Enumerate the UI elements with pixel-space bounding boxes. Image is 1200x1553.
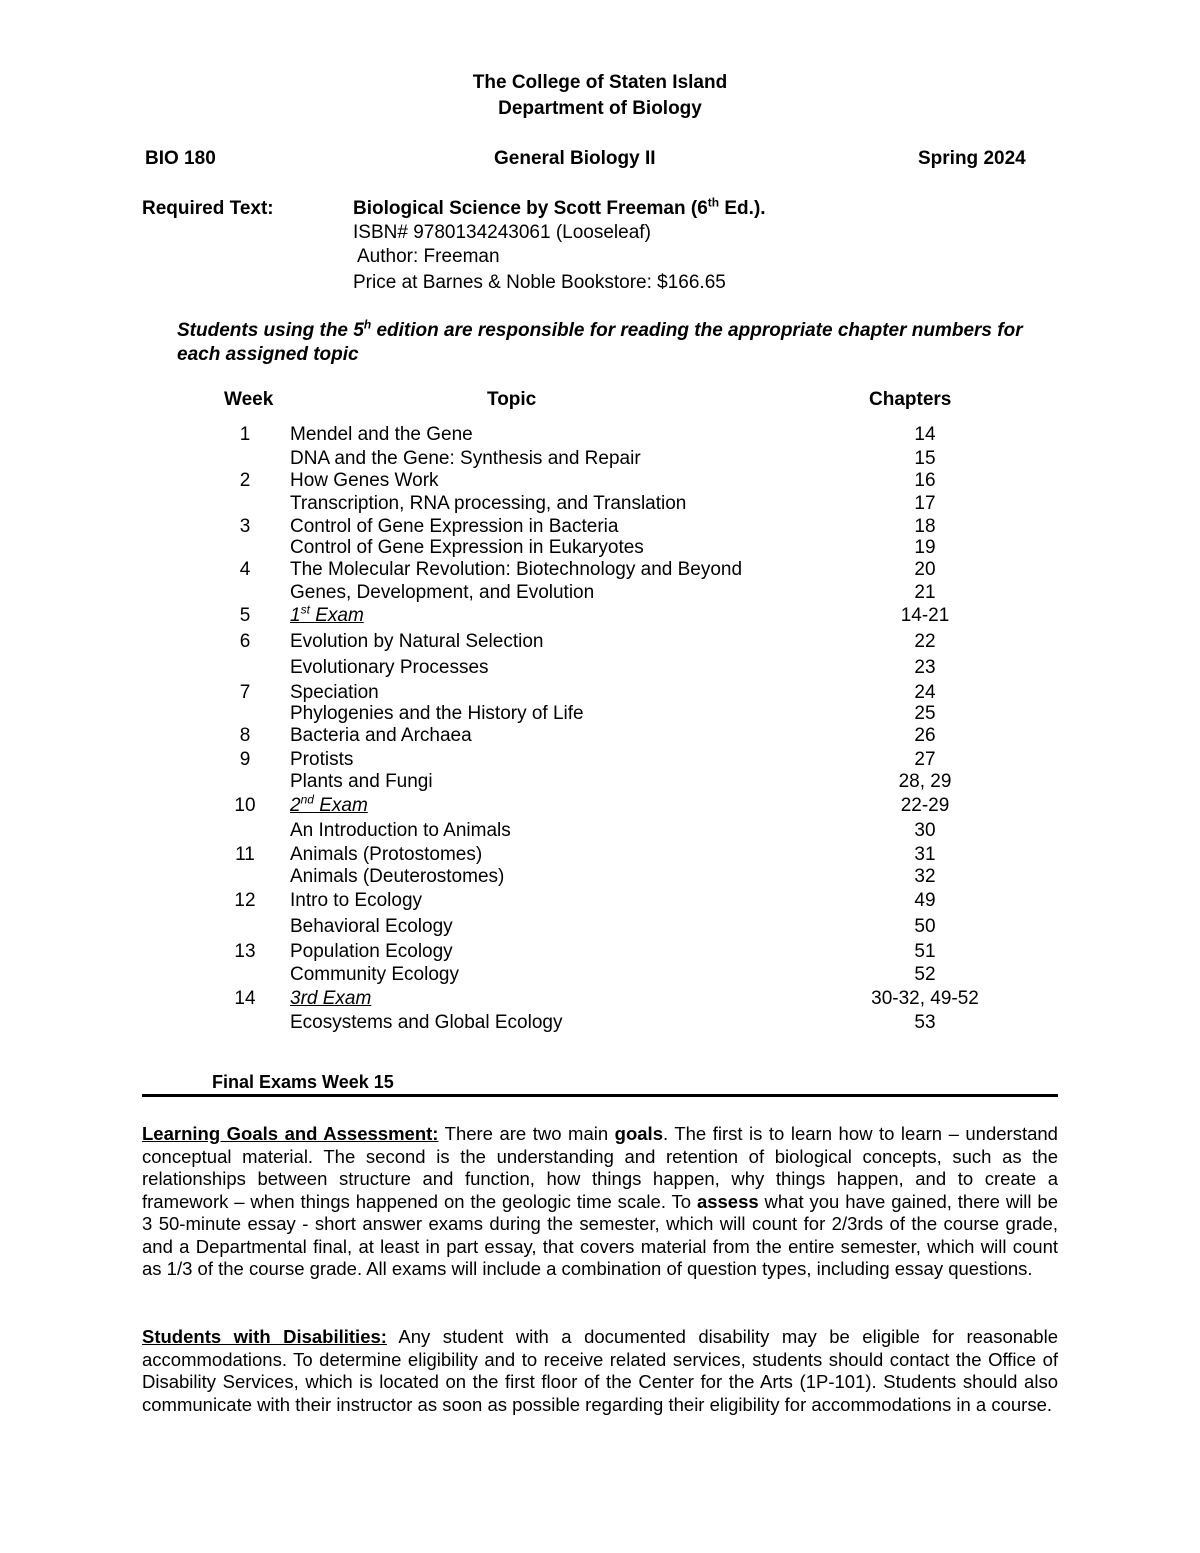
topic-cell: Population Ecology xyxy=(290,941,453,962)
topic-cell: Behavioral Ecology xyxy=(290,916,453,937)
learning-goals-paragraph: Learning Goals and Assessment: There are two main goals. The first is to learn how to learn – understand conceptual material. The second is the understanding and retention of biological concepts, such as the relationships between structure and function, how things happen, why things happen, and to create a framework – when things happened on the geologic time scale. To assess what you have gained, there will be 3 50-minute essay - short answer exams during the semester, which will count for 2/3rds of the course grade, and a Departmental final, at least in part essay, that covers material from the entire semester, which will count as 1/3 of the course grade. All exams will include a combination of question types, including essay questions. xyxy=(142,1123,1058,1279)
chapters-cell: 17 xyxy=(914,493,936,514)
topic-cell: Mendel and the Gene xyxy=(290,424,473,445)
chapters-cell: 16 xyxy=(914,470,936,491)
chapters-column-header: Chapters xyxy=(869,389,952,410)
chapters-cell: 51 xyxy=(914,941,936,962)
week-cell: 6 xyxy=(239,631,251,652)
chapters-cell: 24 xyxy=(914,682,936,703)
chapters-cell: 28, 29 xyxy=(898,771,952,792)
chapters-cell: 26 xyxy=(914,725,936,746)
edition-note-line2: each assigned topic xyxy=(177,344,359,365)
disabilities-heading: Students with Disabilities: xyxy=(142,1326,387,1347)
topic-cell: Transcription, RNA processing, and Translation xyxy=(290,493,687,514)
textbook-title: Biological Science by Scott Freeman (6th Ed.). xyxy=(353,195,766,219)
topic-cell: Animals (Deuterostomes) xyxy=(290,866,505,887)
chapters-cell: 53 xyxy=(914,1012,936,1033)
topic-cell: 2nd Exam xyxy=(290,792,368,816)
disabilities-paragraph: Students with Disabilities: Any student with a documented disability may be eligible for reasonable accommodations. To determine eligibility and to receive related services, students should contact the Office of Disability Services, which is located on the first floor of the Center for the Arts (1P-101). Students should also communicate with their instructor as soon as possible regarding their eligibility for accommodations in a course. xyxy=(142,1326,1058,1415)
section-divider xyxy=(142,1094,1058,1097)
topic-cell: How Genes Work xyxy=(290,470,439,491)
chapters-cell: 14-21 xyxy=(900,605,950,626)
college-name: The College of Staten Island xyxy=(472,72,728,93)
chapters-cell: 15 xyxy=(914,448,936,469)
topic-cell: Animals (Protostomes) xyxy=(290,844,483,865)
topic-cell: Community Ecology xyxy=(290,964,459,985)
topic-cell: Plants and Fungi xyxy=(290,771,433,792)
chapters-cell: 25 xyxy=(914,703,936,724)
week-cell: 13 xyxy=(234,941,256,962)
chapters-cell: 23 xyxy=(914,657,936,678)
topic-cell: Ecosystems and Global Ecology xyxy=(290,1012,563,1033)
topic-cell: Speciation xyxy=(290,682,379,703)
week-cell: 10 xyxy=(234,795,256,816)
chapters-cell: 32 xyxy=(914,866,936,887)
week-cell: 4 xyxy=(239,559,251,580)
topic-column-header: Topic xyxy=(487,389,537,410)
topic-cell: An Introduction to Animals xyxy=(290,820,511,841)
learning-goals-heading: Learning Goals and Assessment: xyxy=(142,1123,439,1144)
week-cell: 3 xyxy=(239,516,251,537)
week-column-header: Week xyxy=(224,389,274,410)
department-name: Department of Biology xyxy=(498,98,702,119)
topic-cell: Genes, Development, and Evolution xyxy=(290,582,595,603)
chapters-cell: 22-29 xyxy=(900,795,950,816)
week-cell: 14 xyxy=(234,988,256,1009)
topic-cell: Evolutionary Processes xyxy=(290,657,489,678)
chapters-cell: 30-32, 49-52 xyxy=(871,988,979,1009)
week-cell: 9 xyxy=(239,749,251,770)
topic-cell: Intro to Ecology xyxy=(290,890,423,911)
course-term: Spring 2024 xyxy=(918,148,1026,169)
week-cell: 1 xyxy=(239,424,251,445)
textbook-price: Price at Barnes & Noble Bookstore: $166.65 xyxy=(353,272,726,293)
required-text-label: Required Text: xyxy=(142,198,274,219)
week-cell: 2 xyxy=(239,470,251,491)
topic-cell: Bacteria and Archaea xyxy=(290,725,472,746)
chapters-cell: 31 xyxy=(914,844,936,865)
topic-cell: The Molecular Revolution: Biotechnology and Beyond xyxy=(290,559,743,580)
week-cell: 5 xyxy=(239,605,251,626)
chapters-cell: 20 xyxy=(914,559,936,580)
final-exams-label: Final Exams Week 15 xyxy=(212,1072,394,1092)
chapters-cell: 30 xyxy=(914,820,936,841)
week-cell: 12 xyxy=(234,890,256,911)
topic-cell: 3rd Exam xyxy=(290,988,372,1009)
chapters-cell: 21 xyxy=(914,582,936,603)
topic-cell: DNA and the Gene: Synthesis and Repair xyxy=(290,448,641,469)
topic-cell: Evolution by Natural Selection xyxy=(290,631,544,652)
textbook-isbn: ISBN# 9780134243061 (Looseleaf) xyxy=(353,222,651,243)
topic-cell: Control of Gene Expression in Bacteria xyxy=(290,516,619,537)
week-cell: 8 xyxy=(239,725,251,746)
course-title: General Biology II xyxy=(494,148,656,169)
edition-note-line1: Students using the 5$^h$ edition are responsible for reading the appropriate chapter numbers for xyxy=(177,317,1023,341)
chapters-cell: 52 xyxy=(914,964,936,985)
textbook-author: Author: Freeman xyxy=(357,246,500,267)
chapters-cell: 50 xyxy=(914,916,936,937)
chapters-cell: 14 xyxy=(914,424,936,445)
topic-cell: Protists xyxy=(290,749,354,770)
week-cell: 11 xyxy=(235,844,255,865)
chapters-cell: 49 xyxy=(914,890,936,911)
topic-cell: Phylogenies and the History of Life xyxy=(290,703,584,724)
chapters-cell: 18 xyxy=(914,516,936,537)
chapters-cell: 22 xyxy=(914,631,936,652)
chapters-cell: 19 xyxy=(914,537,936,558)
topic-cell: Control of Gene Expression in Eukaryotes xyxy=(290,537,644,558)
course-code: BIO 180 xyxy=(145,148,216,169)
week-cell: 7 xyxy=(239,682,251,703)
chapters-cell: 27 xyxy=(914,749,936,770)
topic-cell: 1st Exam xyxy=(290,602,364,626)
